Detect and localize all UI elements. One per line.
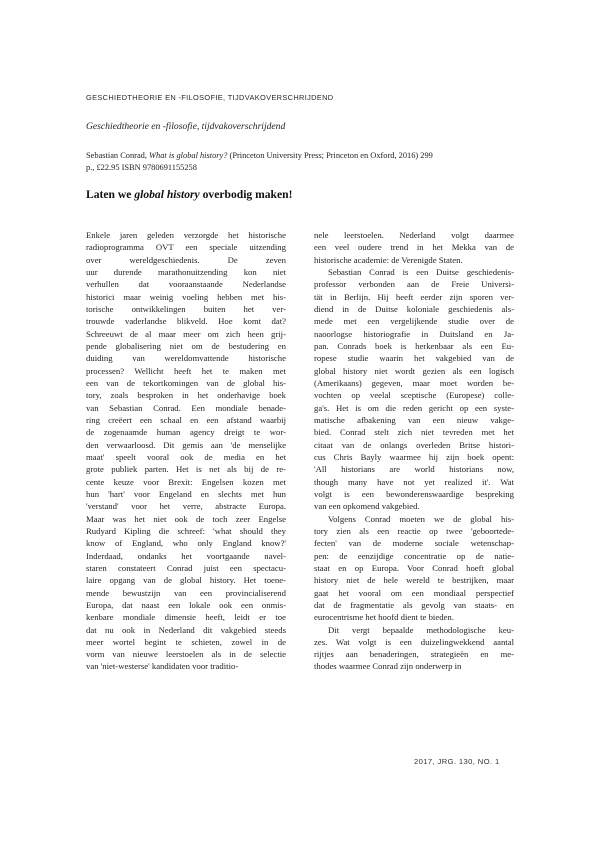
text-line: cus Chris Bayly waarmee hij zijn boek opent: (314, 451, 514, 462)
text-line: historische academie: de Verenigde Staten. (314, 254, 463, 265)
text-line: Maar was het niet ook de toch zeer Engelse (86, 513, 286, 524)
text-line: citaat van de onlangs overleden Britse histori- (314, 439, 514, 450)
text-line: kenbare mondiale dimensie heeft, leidt er toe (86, 612, 286, 623)
text-line: verhullen dat vooraanstaande Nederlandse (86, 279, 286, 290)
text-line: eurocentrisme het hoofd dient te bieden. (314, 612, 454, 623)
text-line: Dit vergt bepaalde methodologische keu- (328, 624, 514, 635)
text-line: pende globalisering niet om de bestudering en (86, 340, 286, 351)
text-line: Enkele jaren geleden verzorgde het historische (86, 230, 286, 240)
text-line: duiding van wereldomvattende historische (86, 353, 286, 364)
text-line: meer wortel begint te schieten, zowel in de (86, 636, 286, 647)
book-details: p., £22.95 ISBN 9780691155258 (86, 163, 197, 173)
text-line: dat nu ook in Nederland dit vakgebied steeds (86, 624, 286, 635)
running-head: GESCHIEDTHEORIE EN -FILOSOFIE, TIJDVAKOVERSCHRIJDEND (86, 93, 334, 102)
text-line: den verwaarloosd. Dit gemis aan 'de menselijke (86, 439, 286, 450)
text-line: naoorlogse historiografie in Duitsland en Ja- (314, 328, 514, 339)
text-line: Sebastian Conrad is een Duitse geschiedenis- (328, 266, 514, 277)
text-line: Europa, dat naast een lokale ook een onmis- (86, 599, 286, 610)
text-line: over wereldgeschiedenis. De zeven (86, 254, 286, 265)
text-line: een van de tekortkomingen van de global his- (86, 377, 286, 388)
text-line: though many have not yet realized it'. Wat (314, 476, 514, 487)
text-line: history niet de hele wereld te bestrijken, maar (314, 575, 514, 586)
article-title-part1: Laten we (86, 188, 132, 201)
text-line: van Sebastian Conrad. Een mondiale benade- (86, 402, 286, 413)
text-line: fecten' van de moderne sociale wetenschap- (314, 538, 514, 549)
book-author: Sebastian Conrad, (86, 151, 147, 160)
body-text-left-column (86, 229, 286, 673)
article-title-part2: overbodig maken! (202, 188, 293, 201)
text-line: nele leerstoelen. Nederland volgt daarmee (314, 230, 514, 240)
text-line: van 'niet-westerse' kandidaten voor traditio- (86, 661, 239, 672)
text-line: uur durende marathonuitzending kon niet (86, 266, 286, 277)
text-line: radioprogramma OVT een speciale uitzending (86, 242, 286, 253)
text-line: pan. Conrads boek is herkenbaar als een Eu- (314, 340, 514, 351)
text-line: ropese studie waarin het vakgebied van de (314, 353, 514, 364)
text-line: Volgens Conrad moeten we de global his- (328, 513, 514, 524)
text-line: 'All historians are world historians now, (314, 464, 514, 475)
text-line: Rudyard Kipling die schreef: 'what should they (86, 525, 286, 536)
text-line: torische ontwikkelingen buiten het ver- (86, 303, 286, 314)
text-line: tory, zoals besproken in het onderhavige boek (86, 390, 286, 401)
text-line: cente keuze voor Brexit: Engelsen kozen met (86, 476, 286, 487)
text-line: staren constateert Conrad juist een spectacu- (86, 562, 286, 573)
text-line: volgt is een bewonderenswaardige bespreking (314, 488, 514, 499)
text-line: zes. Wat volgt is een duizelingwekkend aantal (314, 636, 514, 647)
text-line: global history niet wordt gezien als een logisch (314, 365, 514, 376)
book-publication: (Princeton University Press; Princeton en Oxford, 2016) 299 (229, 151, 433, 160)
text-line: gaat het vooral om een mondiaal perspectief (314, 587, 514, 598)
text-line: know of England, who only England know?' (86, 538, 286, 549)
text-line: ga's. Het is om die reden gericht op een syste- (314, 402, 514, 413)
text-line: tät in Berlijn. Hij heeft eerder zijn sporen ver- (314, 291, 514, 302)
text-line: mende bewustzijn van een provincialiserend (86, 587, 286, 598)
book-title: What is global history? (149, 151, 228, 160)
text-line: ring creëert een schaal en een afstand waarbij (86, 414, 286, 425)
text-line: dat de fragmentatie als gevolg van staats- en (314, 599, 514, 610)
text-line: Schreeuwt de al maar meer om zich heen grij- (86, 328, 286, 339)
text-line: Inderdaad, ondanks het voortgaande navel- (86, 550, 286, 561)
text-line: rijtjes aan benaderingen, strategieën en me- (314, 649, 514, 660)
text-line: maat' speelt vooral ook de media en het (86, 451, 286, 462)
text-line: 'verstand' voor het verre, abstracte Europa. (86, 501, 286, 512)
text-line: mede met een vergelijkende studie over de (314, 316, 514, 327)
text-line: van een opkomend vakgebied. (314, 501, 420, 512)
text-line: professor verbonden aan de Freie Universi- (314, 279, 514, 290)
page-footer-folio: 2017, JRG. 130, NO. 1 (414, 757, 500, 766)
text-line: staat en op Europa. Voor Conrad hoeft global (314, 562, 514, 573)
text-line: vochten op veelal sceptische (Europese) colle- (314, 390, 514, 401)
text-line: tory zien als een reactie op twee 'geboortede- (314, 525, 514, 536)
article-title-emphasis: global history (134, 188, 200, 201)
text-line: trouwde vaderlandse blikveld. Hoe komt dat? (86, 316, 286, 327)
text-line: processen? Wellicht heeft het te maken met (86, 365, 286, 376)
bibliographic-entry (86, 150, 498, 175)
body-text-right-column (314, 229, 514, 673)
text-line: laire opgang van de global history. Het toene- (86, 575, 286, 586)
text-line: grote publiek parten. Het is net als bij de re- (86, 464, 286, 475)
text-line: de zogenaamde human agency dreigt te wor- (86, 427, 286, 438)
text-line: matische afbakening van een nieuw vakge- (314, 414, 514, 425)
text-line: een veel oudere trend in het Mekka van de (314, 242, 514, 253)
text-line: historici maar weinig voeling hebben met his- (86, 291, 286, 302)
text-line: diend in de Duitse koloniale geschiedenis als- (314, 303, 514, 314)
text-line: hun 'hart' voor Engeland en slechts met hun (86, 488, 286, 499)
article-title (86, 188, 292, 201)
text-line: pen: de eenzijdige concentratie op de natie- (314, 550, 514, 561)
section-title: Geschiedtheorie en -filosofie, tijdvakoverschrijdend (86, 121, 286, 132)
text-line: thodes waarmee Conrad zijn onderwerp in (314, 661, 462, 672)
text-line: vorm van nieuwe leerstoelen als in de selectie (86, 649, 286, 660)
text-line: (Amerikaans) gegeven, maar moet worden be- (314, 377, 514, 388)
text-line: bied. Conrad stelt zich niet tevreden met het (314, 427, 514, 438)
